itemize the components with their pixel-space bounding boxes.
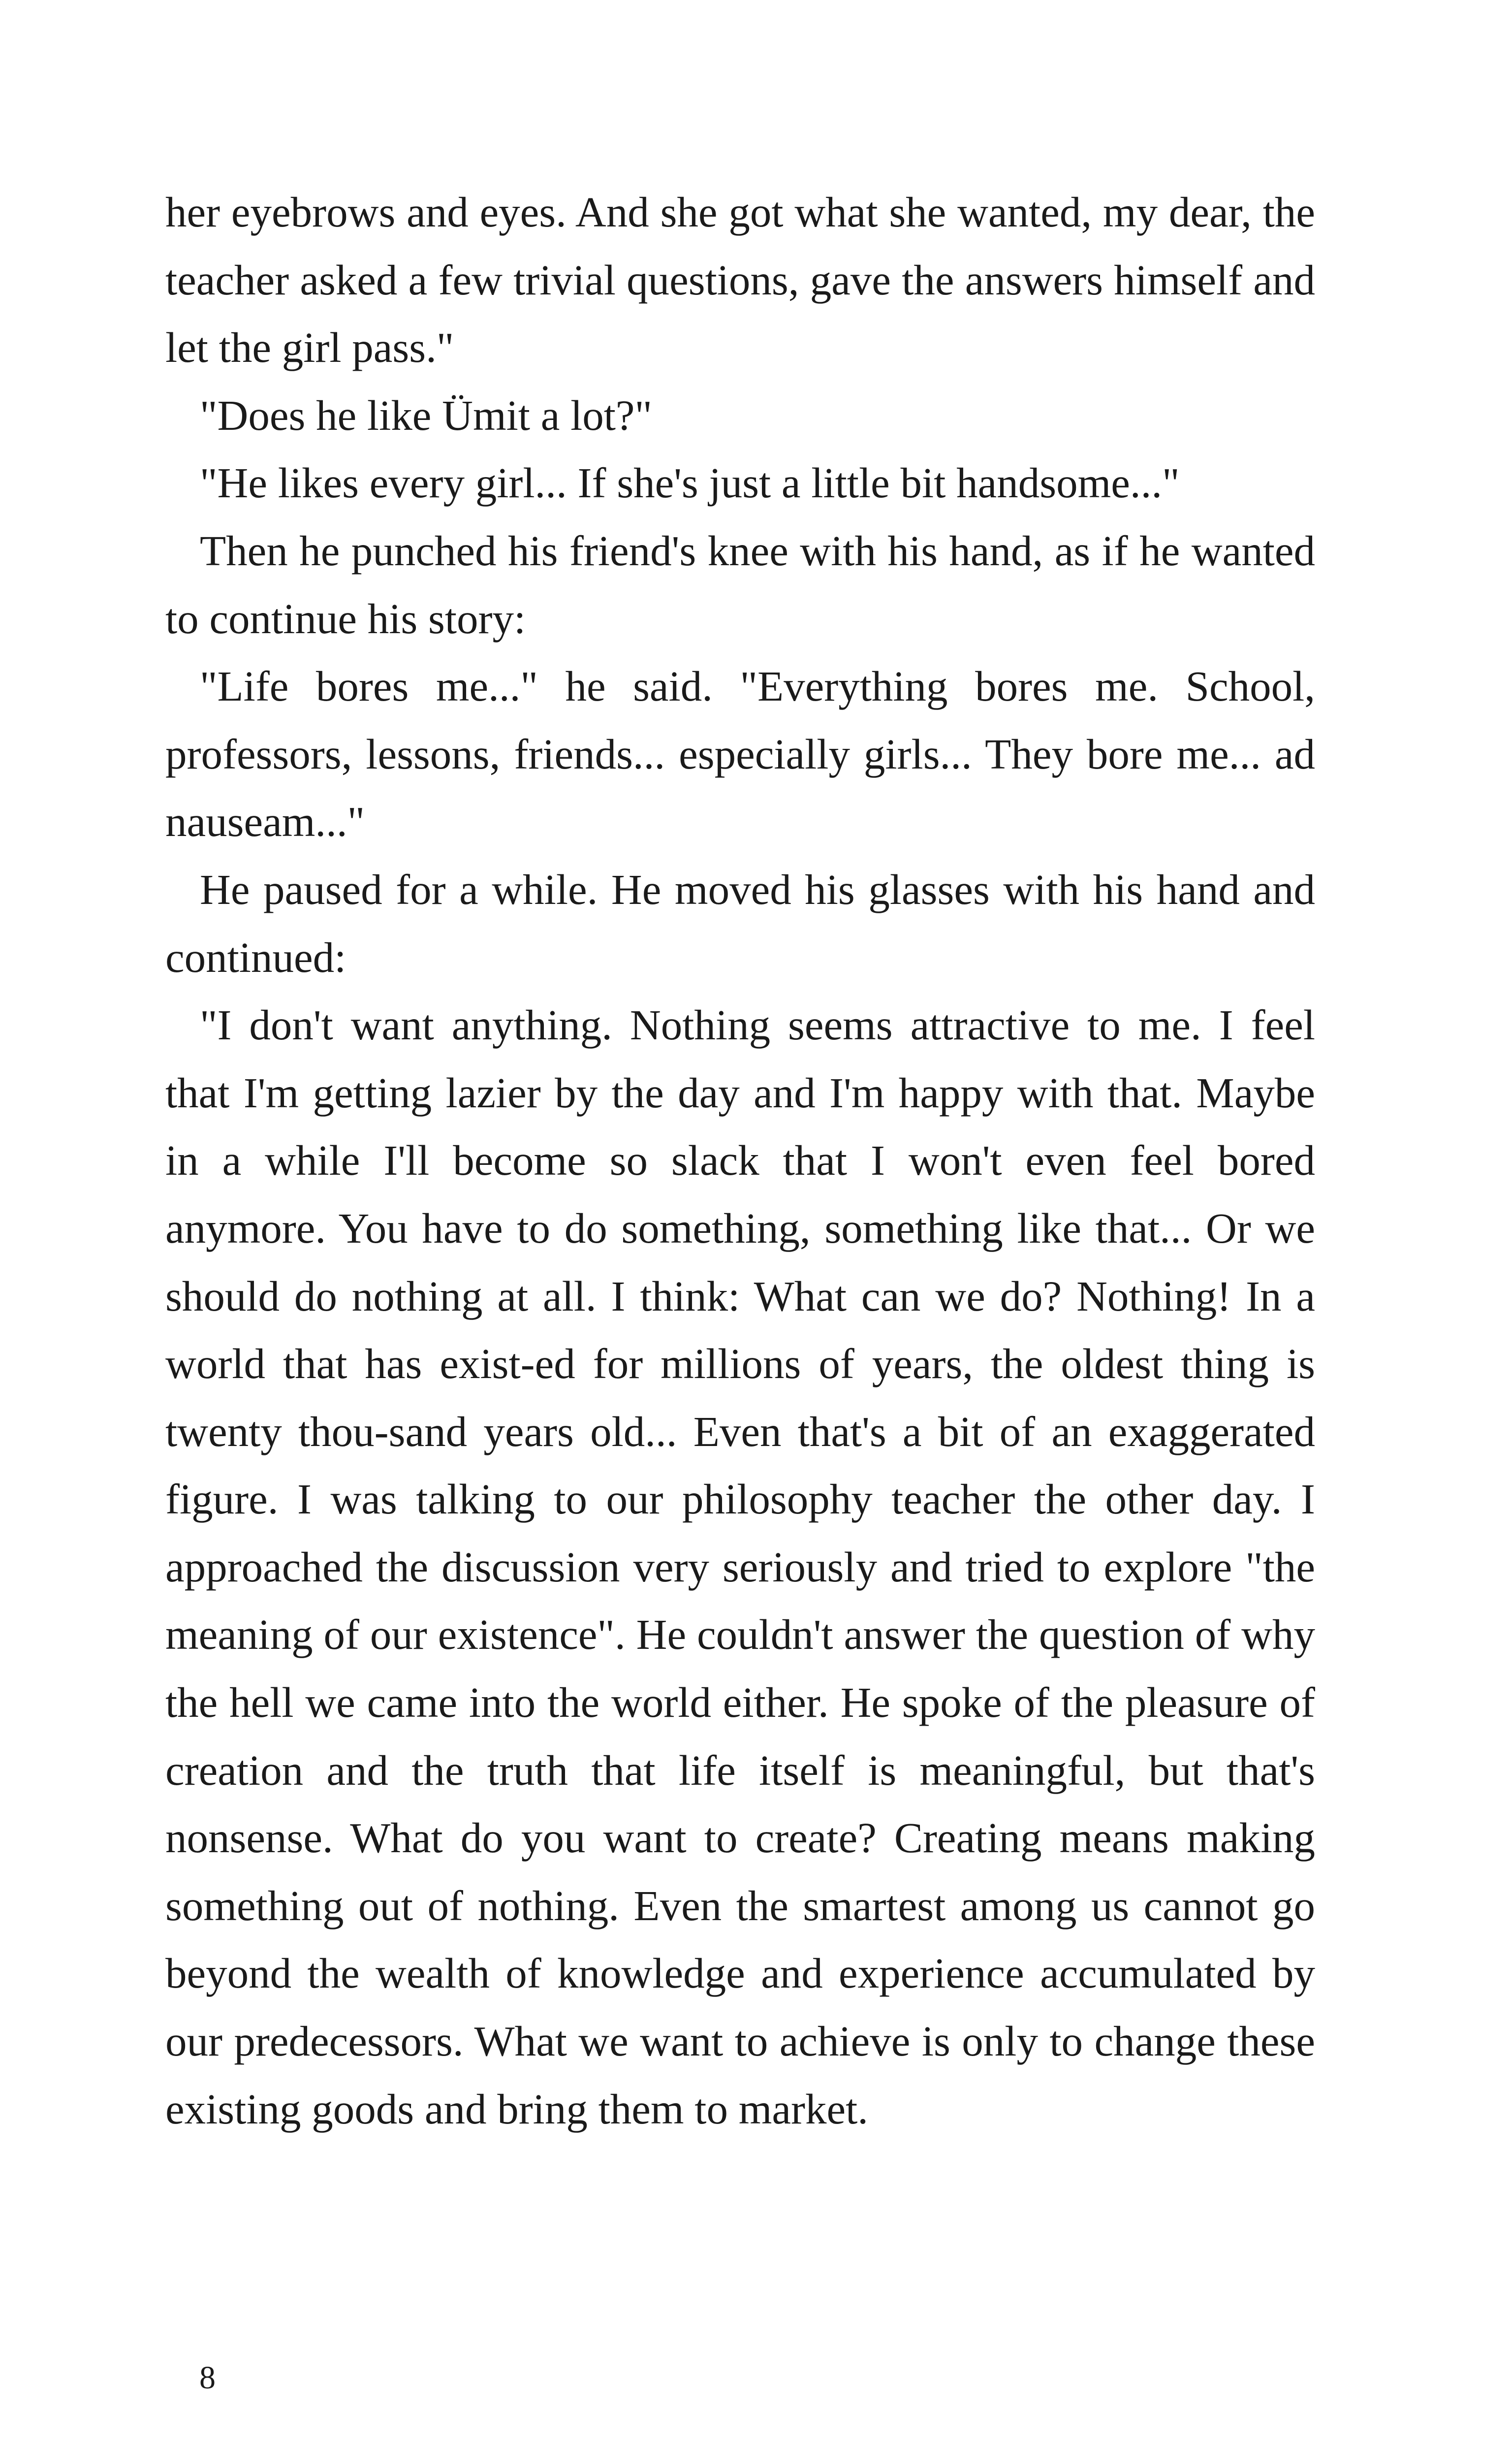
paragraph-6: He paused for a while. He moved his glasses with his hand and continued: <box>165 865 1315 981</box>
paragraph-5: "Life bores me..." he said. "Everything bores me. School, professors, lessons, friends... especially girls... They bore me... ad nauseam..." <box>165 662 1315 846</box>
paragraph-4: Then he punched his friend's knee with his hand, as if he wanted to continue his story: <box>165 526 1315 643</box>
paragraph-1: her eyebrows and eyes. And she got what she wanted, my dear, the teacher asked a few trivial questions, gave the answers himself and let the girl pass." <box>165 188 1315 372</box>
page-number: 8 <box>199 2360 216 2396</box>
paragraph-7: "I don't want anything. Nothing seems attractive to me. I feel that I'm getting lazier by the day and I'm happy with that. Maybe in a while I'll become so slack that I won't even feel bored anymore. You have to do something, something like that... Or we should do nothing at all. I think: What can we do? Nothing! In a world that has exist-ed for millions of years, the oldest thing is twenty thou-sand years old... Even that's a bit of an exaggerated figure. I was talking to our philosophy teacher the other day. I approached the discussion very seriously and tried to explore "the meaning of our existence". He couldn't answer the question of why the hell we came into the world either. He spoke of the pleasure of creation and the truth that life itself is meaningful, but that's nonsense. What do you want to create? Creating means making something out of nothing. Even the smartest among us cannot go beyond the wealth of knowledge and experience accumulated by our predecessors. What we want to achieve is only to change these existing goods and bring them to market. <box>165 1001 1315 2133</box>
body-text <box>165 178 1315 2143</box>
paragraph-3: "He likes every girl... If she's just a little bit handsome..." <box>200 459 1180 507</box>
paragraph-2: "Does he like Ümit a lot?" <box>200 391 653 439</box>
